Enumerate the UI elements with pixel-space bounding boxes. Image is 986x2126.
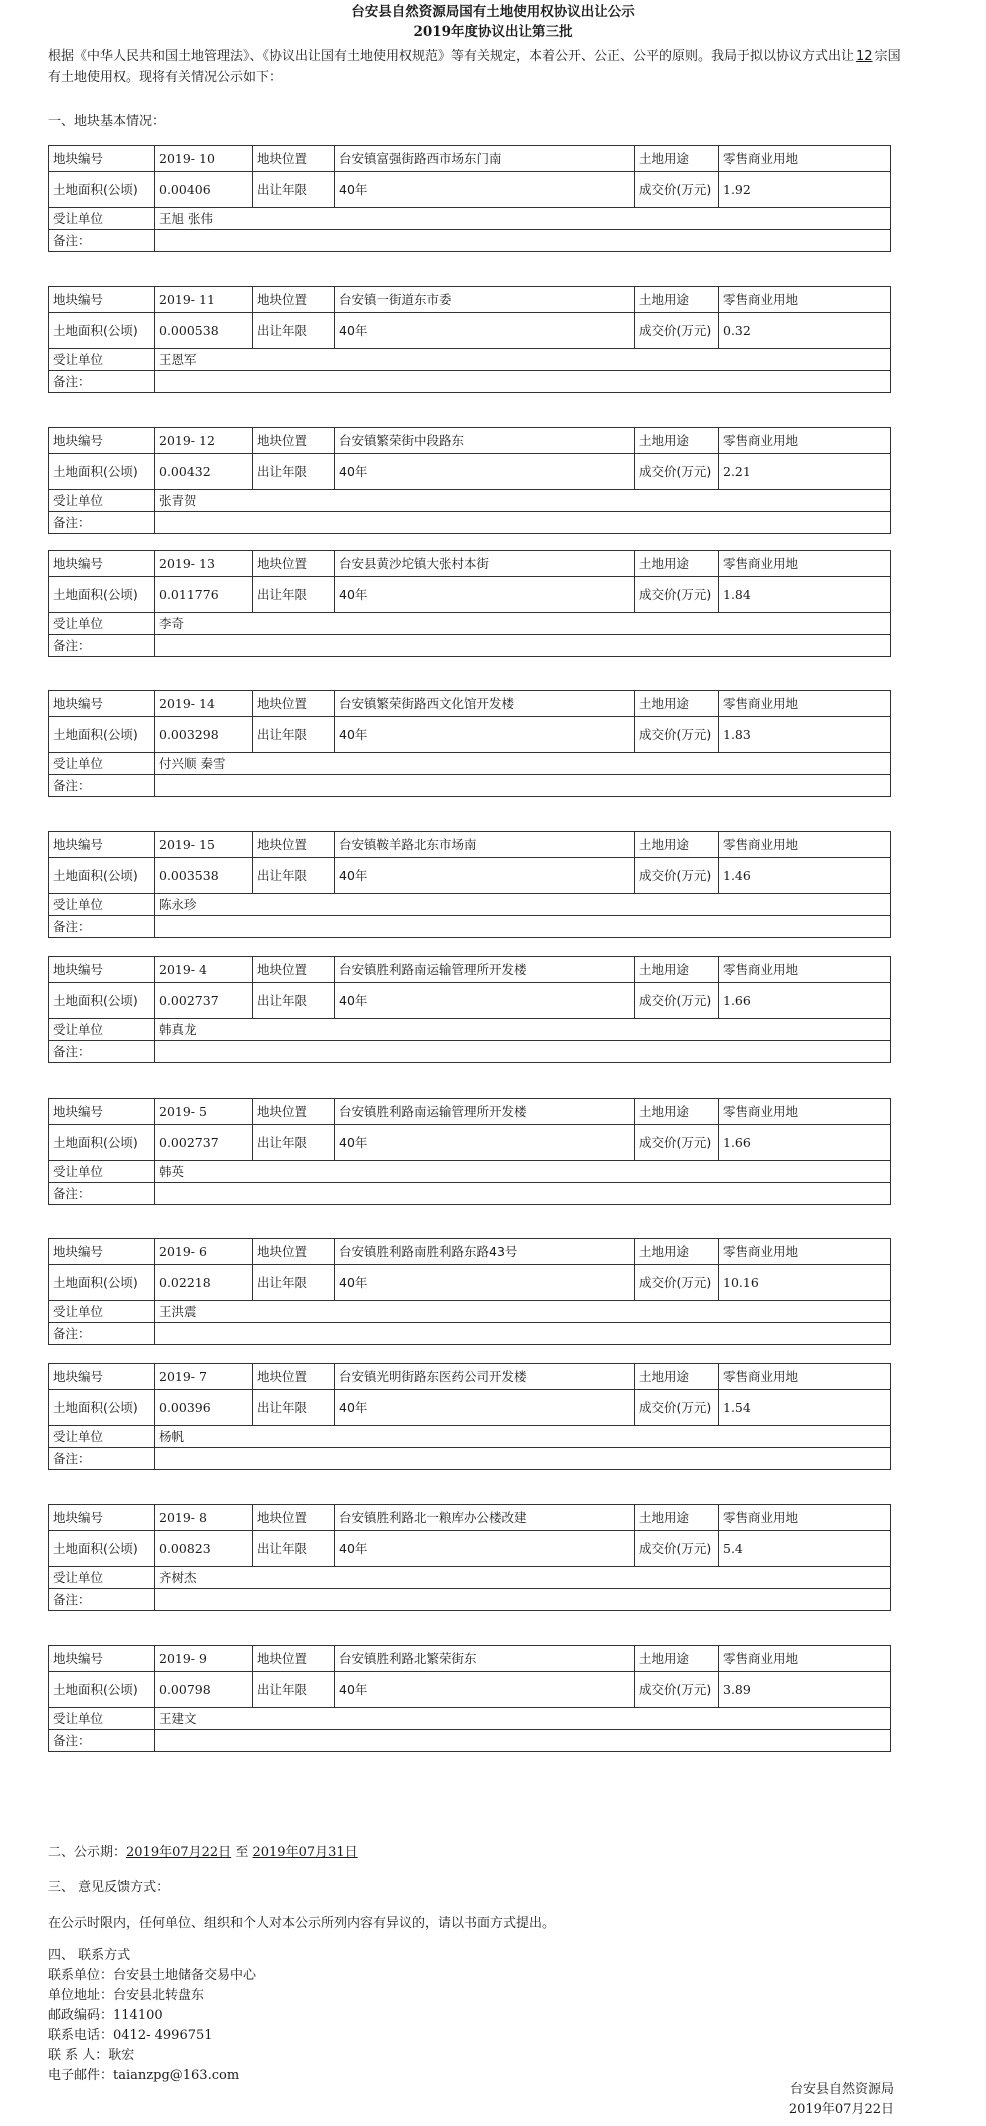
- usage-label: 土地用途: [635, 287, 719, 313]
- price-label: 成交价(万元): [635, 1265, 719, 1301]
- usage-label: 土地用途: [635, 1505, 719, 1531]
- price-label: 成交价(万元): [635, 577, 719, 613]
- lot-table: [48, 1238, 891, 1345]
- remarks-value: [155, 916, 891, 938]
- usage-label: 土地用途: [635, 146, 719, 172]
- usage-label: 土地用途: [635, 1364, 719, 1390]
- usage-value: 零售商业用地: [719, 551, 891, 577]
- area-label: 土地面积(公顷): [49, 1531, 155, 1567]
- grantee-value: 王建文: [155, 1708, 891, 1730]
- area-label: 土地面积(公顷): [49, 1672, 155, 1708]
- location-label: 地块位置: [253, 287, 335, 313]
- area-value: 0.003538: [155, 858, 253, 894]
- location-value: 台安镇光明街路东医药公司开发楼: [335, 1364, 635, 1390]
- remarks-label: 备注：: [49, 230, 155, 252]
- lot-table: [48, 1645, 891, 1752]
- term-label: 出让年限: [253, 1531, 335, 1567]
- price-value: 3.89: [719, 1672, 891, 1708]
- lot-table: [48, 145, 891, 252]
- lot-table: [48, 690, 891, 797]
- area-label: 土地面积(公顷): [49, 717, 155, 753]
- area-label: 土地面积(公顷): [49, 858, 155, 894]
- area-label: 土地面积(公顷): [49, 1125, 155, 1161]
- location-value: 台安镇一街道东市委: [335, 287, 635, 313]
- lot-no-value: 2019- 8: [155, 1505, 253, 1531]
- term-label: 出让年限: [253, 983, 335, 1019]
- location-label: 地块位置: [253, 551, 335, 577]
- lot-no-value: 2019- 7: [155, 1364, 253, 1390]
- usage-label: 土地用途: [635, 428, 719, 454]
- lot-no-value: 2019- 12: [155, 428, 253, 454]
- location-value: 台安镇胜利路北繁荣街东: [335, 1646, 635, 1672]
- location-label: 地块位置: [253, 1364, 335, 1390]
- location-label: 地块位置: [253, 1646, 335, 1672]
- postcode-value: 114100: [113, 2008, 163, 2023]
- feedback-text: 在公示时限内，任何单位、组织和个人对本公示所列内容有异议的，请以书面方式提出。: [48, 1916, 556, 1931]
- term-value: 40年: [335, 983, 635, 1019]
- usage-value: 零售商业用地: [719, 287, 891, 313]
- section-basic-info-heading: 一、地块基本情况：: [48, 114, 166, 129]
- grantee-value: 王旭 张伟: [155, 208, 891, 230]
- area-label: 土地面积(公顷): [49, 313, 155, 349]
- price-value: 1.84: [719, 577, 891, 613]
- remarks-label: 备注：: [49, 916, 155, 938]
- phone-label: 联系电话：: [48, 2028, 114, 2043]
- contact-heading: 四、 联系方式: [48, 1948, 131, 1963]
- term-label: 出让年限: [253, 454, 335, 490]
- term-value: 40年: [335, 1672, 635, 1708]
- term-label: 出让年限: [253, 717, 335, 753]
- usage-value: 零售商业用地: [719, 1239, 891, 1265]
- lot-no-label: 地块编号: [49, 1239, 155, 1265]
- term-label: 出让年限: [253, 313, 335, 349]
- usage-label: 土地用途: [635, 691, 719, 717]
- area-value: 0.00823: [155, 1531, 253, 1567]
- price-label: 成交价(万元): [635, 717, 719, 753]
- term-value: 40年: [335, 1125, 635, 1161]
- area-value: 0.00798: [155, 1672, 253, 1708]
- price-value: 1.54: [719, 1390, 891, 1426]
- contact-email: [48, 2066, 239, 2086]
- price-label: 成交价(万元): [635, 1672, 719, 1708]
- lot-no-label: 地块编号: [49, 551, 155, 577]
- location-value: 台安镇鞍羊路北东市场南: [335, 832, 635, 858]
- grantee-label: 受让单位: [49, 1567, 155, 1589]
- grantee-label: 受让单位: [49, 490, 155, 512]
- usage-value: 零售商业用地: [719, 1099, 891, 1125]
- usage-label: 土地用途: [635, 1239, 719, 1265]
- remarks-label: 备注：: [49, 371, 155, 393]
- area-value: 0.000538: [155, 313, 253, 349]
- area-label: 土地面积(公顷): [49, 172, 155, 208]
- location-value: 台安镇繁荣街中段路东: [335, 428, 635, 454]
- location-value: 台安镇胜利路南胜利路东路43号: [335, 1239, 635, 1265]
- area-value: 0.00406: [155, 172, 253, 208]
- remarks-label: 备注：: [49, 1589, 155, 1611]
- area-label: 土地面积(公顷): [49, 577, 155, 613]
- usage-value: 零售商业用地: [719, 1364, 891, 1390]
- remarks-label: 备注：: [49, 775, 155, 797]
- page-title: 台安县自然资源局国有土地使用权协议出让公示: [351, 4, 635, 20]
- lot-no-label: 地块编号: [49, 957, 155, 983]
- contact-phone: [48, 2026, 213, 2046]
- term-label: 出让年限: [253, 858, 335, 894]
- area-value: 0.00432: [155, 454, 253, 490]
- term-label: 出让年限: [253, 172, 335, 208]
- lot-no-label: 地块编号: [49, 428, 155, 454]
- term-label: 出让年限: [253, 1125, 335, 1161]
- grantee-label: 受让单位: [49, 1161, 155, 1183]
- remarks-label: 备注：: [49, 1183, 155, 1205]
- lot-table: [48, 1098, 891, 1205]
- term-value: 40年: [335, 454, 635, 490]
- publicity-to: 至: [235, 1845, 249, 1860]
- area-value: 0.00396: [155, 1390, 253, 1426]
- usage-label: 土地用途: [635, 1099, 719, 1125]
- grantee-value: 杨帆: [155, 1426, 891, 1448]
- publicity-label: 二、公示期：: [48, 1845, 127, 1860]
- lot-no-value: 2019- 9: [155, 1646, 253, 1672]
- location-label: 地块位置: [253, 1239, 335, 1265]
- price-value: 10.16: [719, 1265, 891, 1301]
- price-value: 0.32: [719, 313, 891, 349]
- term-value: 40年: [335, 717, 635, 753]
- usage-value: 零售商业用地: [719, 428, 891, 454]
- term-label: 出让年限: [253, 577, 335, 613]
- location-value: 台安镇胜利路南运输管理所开发楼: [335, 957, 635, 983]
- remarks-label: 备注：: [49, 1041, 155, 1063]
- price-value: 1.92: [719, 172, 891, 208]
- area-label: 土地面积(公顷): [49, 1390, 155, 1426]
- price-label: 成交价(万元): [635, 1390, 719, 1426]
- grantee-value: 张青贺: [155, 490, 891, 512]
- lot-no-label: 地块编号: [49, 832, 155, 858]
- remarks-label: 备注：: [49, 635, 155, 657]
- lot-no-label: 地块编号: [49, 1646, 155, 1672]
- feedback-heading: 三、 意见反馈方式：: [48, 1880, 170, 1895]
- lot-no-value: 2019- 10: [155, 146, 253, 172]
- lot-no-value: 2019- 15: [155, 832, 253, 858]
- lot-table: [48, 1504, 891, 1611]
- remarks-label: 备注：: [49, 1730, 155, 1752]
- lot-no-label: 地块编号: [49, 1505, 155, 1531]
- usage-label: 土地用途: [635, 957, 719, 983]
- lot-no-value: 2019- 5: [155, 1099, 253, 1125]
- term-label: 出让年限: [253, 1672, 335, 1708]
- lot-no-label: 地块编号: [49, 691, 155, 717]
- term-value: 40年: [335, 858, 635, 894]
- contact-person: 联 系 人：耿宏: [48, 2048, 135, 2063]
- page-subtitle: 2019年度协议出让第三批: [413, 24, 573, 40]
- location-value: 台安镇胜利路南运输管理所开发楼: [335, 1099, 635, 1125]
- location-value: 台安镇胜利路北一粮库办公楼改建: [335, 1505, 635, 1531]
- grantee-label: 受让单位: [49, 1708, 155, 1730]
- lot-no-label: 地块编号: [49, 1099, 155, 1125]
- lot-count: 12: [856, 49, 873, 64]
- grantee-label: 受让单位: [49, 1019, 155, 1041]
- area-label: 土地面积(公顷): [49, 1265, 155, 1301]
- price-label: 成交价(万元): [635, 172, 719, 208]
- lot-table: [48, 286, 891, 393]
- remarks-label: 备注：: [49, 1448, 155, 1470]
- remarks-value: [155, 371, 891, 393]
- area-label: 土地面积(公顷): [49, 454, 155, 490]
- term-value: 40年: [335, 1531, 635, 1567]
- lot-no-value: 2019- 4: [155, 957, 253, 983]
- area-value: 0.002737: [155, 1125, 253, 1161]
- grantee-value: 韩真龙: [155, 1019, 891, 1041]
- price-value: 1.66: [719, 983, 891, 1019]
- usage-value: 零售商业用地: [719, 146, 891, 172]
- price-label: 成交价(万元): [635, 858, 719, 894]
- lot-table: [48, 550, 891, 657]
- area-value: 0.011776: [155, 577, 253, 613]
- price-value: 5.4: [719, 1531, 891, 1567]
- signature-org: 台安县自然资源局: [789, 2082, 894, 2097]
- usage-value: 零售商业用地: [719, 1646, 891, 1672]
- term-value: 40年: [335, 172, 635, 208]
- postcode-label: 邮政编码：: [48, 2008, 114, 2023]
- email-label: 电子邮件：: [48, 2068, 114, 2083]
- remarks-value: [155, 1183, 891, 1205]
- lot-table: [48, 956, 891, 1063]
- usage-label: 土地用途: [635, 551, 719, 577]
- term-value: 40年: [335, 1265, 635, 1301]
- location-label: 地块位置: [253, 832, 335, 858]
- usage-value: 零售商业用地: [719, 832, 891, 858]
- price-value: 1.83: [719, 717, 891, 753]
- location-label: 地块位置: [253, 957, 335, 983]
- intro-paragraph: [48, 46, 908, 88]
- usage-value: 零售商业用地: [719, 1505, 891, 1531]
- price-value: 1.66: [719, 1125, 891, 1161]
- remarks-label: 备注：: [49, 512, 155, 534]
- contact-unit: 联系单位：台安县土地储备交易中心: [48, 1968, 257, 1983]
- area-value: 0.02218: [155, 1265, 253, 1301]
- grantee-value: 韩英: [155, 1161, 891, 1183]
- term-value: 40年: [335, 577, 635, 613]
- publicity-start-date: 2019年07月22日: [126, 1845, 232, 1860]
- grantee-label: 受让单位: [49, 349, 155, 371]
- grantee-label: 受让单位: [49, 894, 155, 916]
- grantee-value: 付兴顺 秦雪: [155, 753, 891, 775]
- price-label: 成交价(万元): [635, 1125, 719, 1161]
- term-label: 出让年限: [253, 1390, 335, 1426]
- grantee-value: 李奇: [155, 613, 891, 635]
- area-label: 土地面积(公顷): [49, 983, 155, 1019]
- usage-value: 零售商业用地: [719, 691, 891, 717]
- price-label: 成交价(万元): [635, 454, 719, 490]
- publicity-period: [48, 1843, 358, 1863]
- location-label: 地块位置: [253, 1099, 335, 1125]
- grantee-value: 陈永珍: [155, 894, 891, 916]
- grantee-label: 受让单位: [49, 1426, 155, 1448]
- intro-text-1: 根据《中华人民共和国土地管理法》、《协议出让国有土地使用权规范》等有关规定，本着公开、公正、公平的原则。我局于拟以协议方式出让: [48, 49, 855, 64]
- intro-text-2: 宗国有土地使用权。现将有关情况公示如下：: [48, 49, 901, 85]
- remarks-value: [155, 775, 891, 797]
- lot-no-label: 地块编号: [49, 146, 155, 172]
- location-label: 地块位置: [253, 146, 335, 172]
- price-value: 2.21: [719, 454, 891, 490]
- grantee-label: 受让单位: [49, 1301, 155, 1323]
- lot-no-value: 2019- 6: [155, 1239, 253, 1265]
- lot-table: [48, 427, 891, 534]
- term-label: 出让年限: [253, 1265, 335, 1301]
- remarks-value: [155, 230, 891, 252]
- publicity-end-date: 2019年07月31日: [252, 1845, 358, 1860]
- contact-address: 单位地址：台安县北转盘东: [48, 1988, 205, 2003]
- usage-label: 土地用途: [635, 1646, 719, 1672]
- remarks-label: 备注：: [49, 1323, 155, 1345]
- usage-label: 土地用途: [635, 832, 719, 858]
- location-value: 台安镇繁荣街路西文化馆开发楼: [335, 691, 635, 717]
- remarks-value: [155, 1323, 891, 1345]
- grantee-label: 受让单位: [49, 208, 155, 230]
- remarks-value: [155, 1589, 891, 1611]
- phone-value: 0412- 4996751: [113, 2028, 213, 2043]
- location-label: 地块位置: [253, 1505, 335, 1531]
- term-value: 40年: [335, 313, 635, 349]
- location-value: 台安县黄沙坨镇大张村本街: [335, 551, 635, 577]
- lot-table: [48, 831, 891, 938]
- signature-date: 2019年07月22日: [788, 2102, 894, 2117]
- lot-no-label: 地块编号: [49, 1364, 155, 1390]
- area-value: 0.003298: [155, 717, 253, 753]
- location-value: 台安镇富强街路西市场东门南: [335, 146, 635, 172]
- price-label: 成交价(万元): [635, 983, 719, 1019]
- lot-table: [48, 1363, 891, 1470]
- remarks-value: [155, 1730, 891, 1752]
- remarks-value: [155, 1041, 891, 1063]
- remarks-value: [155, 1448, 891, 1470]
- lot-no-value: 2019- 11: [155, 287, 253, 313]
- usage-value: 零售商业用地: [719, 957, 891, 983]
- remarks-value: [155, 635, 891, 657]
- grantee-label: 受让单位: [49, 613, 155, 635]
- location-label: 地块位置: [253, 691, 335, 717]
- lot-no-label: 地块编号: [49, 287, 155, 313]
- price-value: 1.46: [719, 858, 891, 894]
- lot-no-value: 2019- 13: [155, 551, 253, 577]
- email-link[interactable]: taianzpg@163.com: [113, 2068, 240, 2083]
- price-label: 成交价(万元): [635, 313, 719, 349]
- remarks-value: [155, 512, 891, 534]
- grantee-value: 齐树杰: [155, 1567, 891, 1589]
- grantee-value: 王洪震: [155, 1301, 891, 1323]
- price-label: 成交价(万元): [635, 1531, 719, 1567]
- grantee-label: 受让单位: [49, 753, 155, 775]
- lot-no-value: 2019- 14: [155, 691, 253, 717]
- contact-postcode: [48, 2006, 163, 2026]
- grantee-value: 王恩军: [155, 349, 891, 371]
- term-value: 40年: [335, 1390, 635, 1426]
- area-value: 0.002737: [155, 983, 253, 1019]
- location-label: 地块位置: [253, 428, 335, 454]
